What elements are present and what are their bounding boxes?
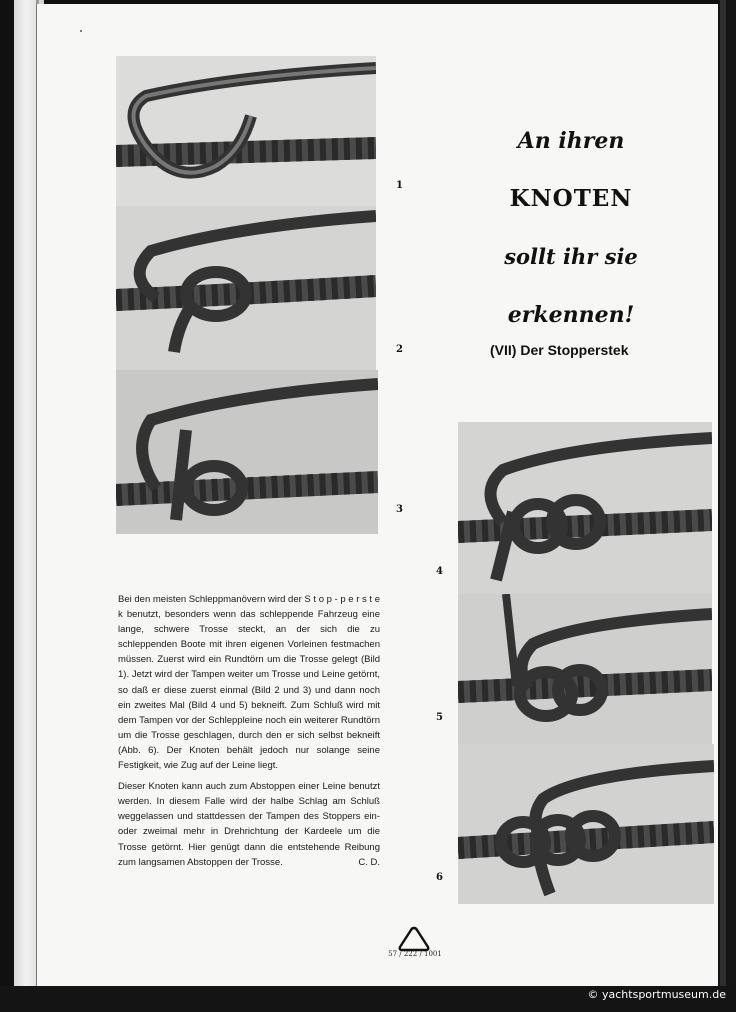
figure-number-3: 3 (396, 504, 403, 515)
headline (496, 112, 646, 344)
figure-number-4: 4 (436, 566, 443, 577)
headline-line-3: sollt ihr sie (504, 244, 638, 269)
knot-photo-2 (116, 206, 376, 370)
article-body (118, 592, 380, 876)
page-edge (718, 0, 736, 990)
headline-line-1: An ihren (517, 128, 625, 154)
figure-number-1: 1 (396, 180, 403, 191)
headline-line-4: erkennen! (507, 302, 635, 328)
body-paragraph-2 (118, 779, 380, 870)
headline-line-2: KNOTEN (509, 185, 633, 212)
knot-photo-5 (458, 594, 712, 744)
speck (80, 30, 82, 32)
figure-number-6: 6 (436, 872, 443, 883)
knot-photo-4 (458, 422, 712, 594)
knot-photo-1 (116, 56, 376, 206)
knot-photo-3 (116, 370, 378, 534)
copyright-credit: © yachtsportmuseum.de (587, 988, 726, 1001)
body-paragraph-1: Bei den meisten Schleppmanövern wird der S t o p - p e r s t e k benutzt, besonders wenn das schleppende Fahrzeug eine lange, schwere Trosse steckt, an der sich die zu schleppenden Boote mit ihren eigenen Vorleinen festmachen müssen. Zuerst wird ein Rundtörn um die Trosse gelegt (Bild 1). Jetzt wird der Tampen weiter um Trosse und Leine getörnt, so daß er diese zuerst einmal (Bild 2 und 3) und dann noch ein zweites Mal (Bild 4 und 5) bekneift. Zum Schluß wird mit dem Tampen vor der Schleppleine noch ein weiterer Rundtörn um die Trosse geschlagen, durch den er sich selbst bekneift (Abb. 6). Der Knoten behält jedoch nur solange seine Festigkeit, wie Zug auf der Leine liegt. (118, 594, 380, 772)
body-paragraph-2-text: Dieser Knoten kann auch zum Abstoppen einer Leine benutzt werden. In diesem Falle wird der halbe Schlag am Schluß weggelassen und stattdessen der Tampen des Stoppers ein- oder zweimal mehr in Drehrichtung der Kardeele um die Trosse getörnt. Hier genügt dann die entstehende Reibung zum langsamen Abstoppen der Trosse. (118, 781, 380, 868)
publisher-triangle-icon (398, 926, 430, 952)
figure-number-2: 2 (396, 344, 403, 355)
knot-photo-6 (458, 744, 714, 904)
footer-code: 57 / 222 / 1001 (388, 950, 442, 958)
figure-number-5: 5 (436, 712, 443, 723)
author-signature: C. D. (358, 856, 380, 868)
article-subtitle: (VII) Der Stopperstek (490, 342, 629, 358)
